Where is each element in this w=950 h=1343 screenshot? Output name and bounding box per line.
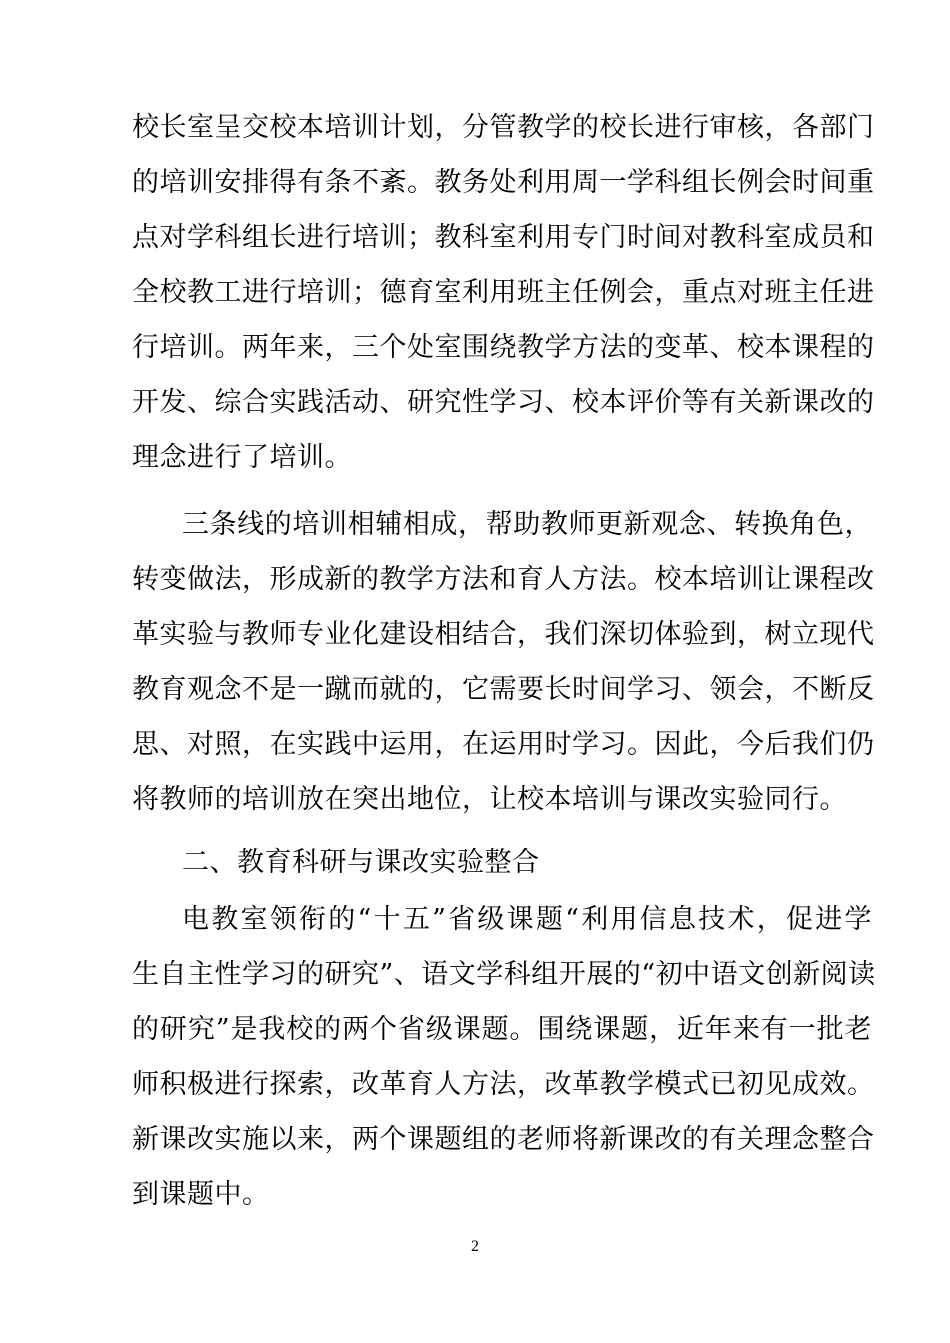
body-text-line: 师积极进行探索，改革育人方法，改革教学模式已初见成效。 (132, 1069, 875, 1100)
body-text-line: 校长室呈交校本培训计划，分管教学的校长进行审核，各部门 (132, 112, 875, 143)
body-text-line: 点对学科组长进行培训；教科室利用专门时间对教科室成员和 (132, 222, 875, 253)
body-text-line: 生自主性学习的研究”、语文学科组开展的“初中语文创新阅读 (132, 959, 876, 990)
body-text-line: 开发、综合实践活动、研究性学习、校本评价等有关新课改的 (132, 387, 875, 418)
body-text-line: 转变做法，形成新的教学方法和育人方法。校本培训让课程改 (132, 564, 875, 595)
body-text-line: 的培训安排得有条不紊。教务处利用周一学科组长例会时间重 (132, 167, 875, 198)
body-text-line: 新课改实施以来，两个课题组的老师将新课改的有关理念整合 (132, 1124, 875, 1155)
body-text-line: 将教师的培训放在突出地位，让校本培训与课改实验同行。 (132, 784, 847, 815)
body-text-line: 理念进行了培训。 (132, 442, 352, 473)
body-text-line: 的研究”是我校的两个省级课题。围绕课题，近年来有一批老 (132, 1014, 872, 1045)
body-text-line: 革实验与教师专业化建设相结合，我们深切体验到，树立现代 (132, 619, 875, 650)
body-text-line: 三条线的培训相辅相成，帮助教师更新观念、转换角色， (182, 509, 872, 540)
body-text-line: 全校教工进行培训；德育室利用班主任例会，重点对班主任进 (132, 277, 875, 308)
section-heading: 二、教育科研与课改实验整合 (182, 847, 540, 878)
body-text-line: 教育观念不是一蹴而就的，它需要长时间学习、领会，不断反 (132, 674, 875, 705)
page-number: 2 (471, 1238, 479, 1255)
body-text-line: 思、对照，在实践中运用，在运用时学习。因此，今后我们仍 (132, 729, 875, 760)
body-text-line: 电教室领衔的“十五”省级课题“利用信息技术，促进学 (182, 904, 872, 935)
body-text-line: 行培训。两年来，三个处室围绕教学方法的变革、校本课程的 (132, 332, 875, 363)
body-text-line: 到课题中。 (132, 1179, 270, 1210)
